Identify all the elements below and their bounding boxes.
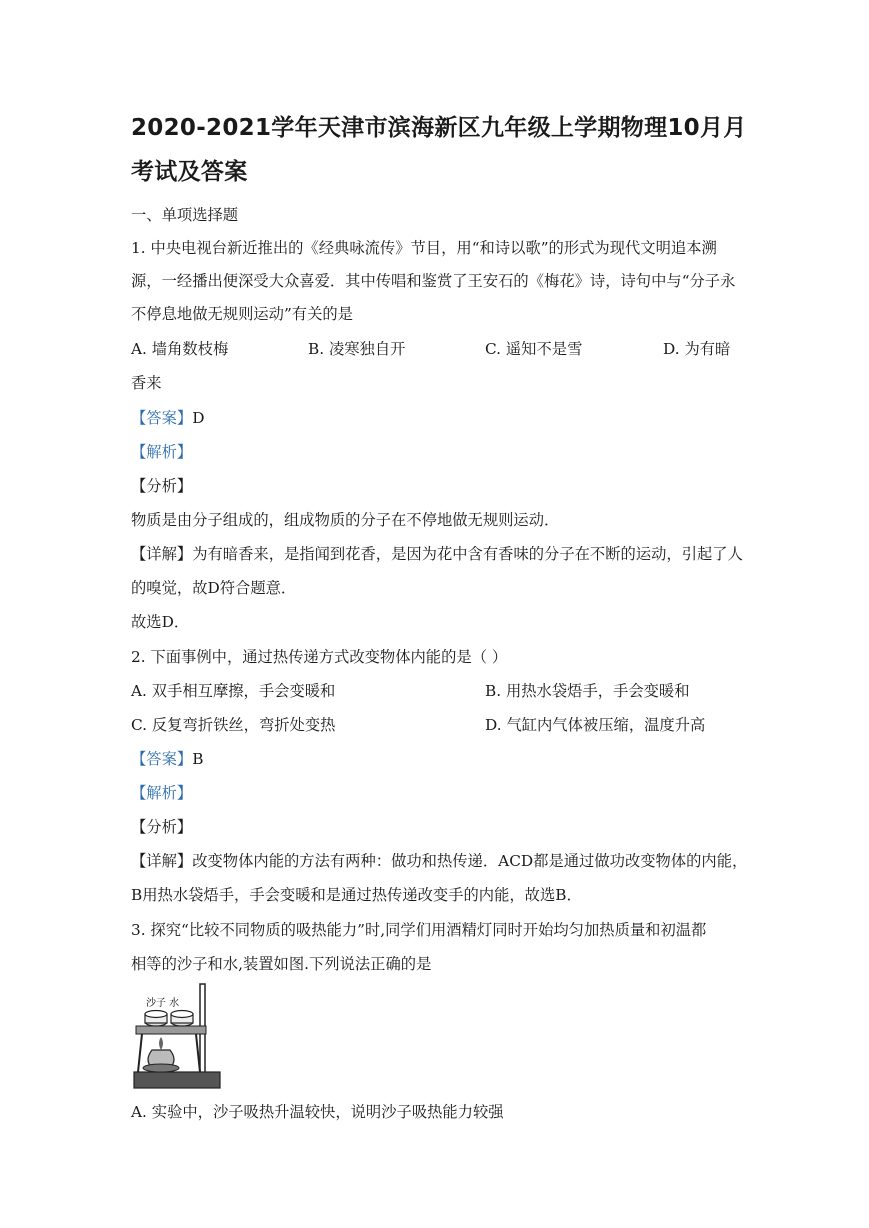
q1-stem-line-1: 1. 中央电视台新近推出的《经典咏流传》节目，用“和诗以歌”的形式为现代文明追本溯 (131, 239, 717, 257)
lamp-flame (159, 1037, 163, 1050)
q1-analysis-tag: 【解析】 (131, 443, 193, 461)
heating-apparatus-figure (128, 980, 224, 1092)
q1-detail-text-1: 为有暗香来，是指闻到花香，是因为花中含有香味的分子在不断的运动，引起了人 (192, 545, 743, 563)
q2-detail-text-1: 改变物体内能的方法有两种：做功和热传递．ACD都是通过做功改变物体的内能， (192, 852, 748, 870)
section-heading: 一、单项选择题 (131, 206, 239, 224)
stand-base (134, 1072, 220, 1088)
detail-tag: 【详解】 (131, 852, 193, 870)
q2-option-c: C. 反复弯折铁丝，弯折处变热 (131, 716, 336, 734)
doc-title-line-1: 2020-2021学年天津市滨海新区九年级上学期物理10月月 (131, 115, 747, 141)
detail-tag: 【详解】 (131, 545, 193, 563)
q1-detail-line-1 (131, 544, 751, 564)
q2-option-b: B. 用热水袋焐手，手会变暖和 (485, 682, 690, 700)
figure-label: 沙子 水 (146, 998, 180, 1009)
answer-tag: 【答案】 (131, 409, 193, 427)
q1-option-b: B. 凌寒独自开 (308, 340, 406, 358)
q1-stem-line-2: 源，一经播出便深受大众喜爱．其中传唱和鉴赏了王安石的《梅花》诗，诗句中与“分子永 (131, 272, 736, 290)
q2-detail-line-2: B用热水袋焐手，手会变暖和是通过热传递改变手的内能，故选B． (131, 886, 582, 904)
q1-answer-value: D (192, 409, 205, 427)
q3-option-a: A. 实验中，沙子吸热升温较快，说明沙子吸热能力较强 (131, 1103, 504, 1121)
doc-title-line-2: 考试及答案 (131, 159, 248, 185)
q1-conclusion: 故选D． (131, 613, 190, 631)
q1-detail-line-2: 的嗅觉，故D符合题意． (131, 579, 297, 597)
q3-stem-line-1: 3. 探究“比较不同物质的吸热能力”时,同学们用酒精灯同时开始均匀加热质量和初温都 (131, 921, 707, 939)
q1-option-a: A. 墙角数枝梅 (131, 340, 229, 358)
q2-analysis-tag: 【解析】 (131, 784, 193, 802)
q2-fenxi-tag: 【分析】 (131, 818, 193, 836)
answer-tag: 【答案】 (131, 750, 193, 768)
q2-answer-value: B (192, 750, 204, 768)
platform (136, 1026, 206, 1034)
q3-stem-line-2: 相等的沙子和水,装置如图.下列说法正确的是 (131, 955, 432, 973)
apparatus-drawing (128, 980, 224, 1092)
q2-answer (131, 749, 751, 769)
q1-answer (131, 408, 751, 428)
q1-option-d: D. 为有暗 (663, 340, 731, 358)
q1-fenxi-tag: 【分析】 (131, 477, 193, 495)
q2-option-a: A. 双手相互摩擦，手会变暖和 (131, 682, 336, 700)
q1-stem-line-3: 不停息地做无规则运动”有关的是 (131, 305, 353, 323)
q2-option-d: D. 气缸内气体被压缩，温度升高 (485, 716, 706, 734)
q1-option-c: C. 遥知不是雪 (485, 340, 583, 358)
q2-stem: 2. 下面事例中，通过热传递方式改变物体内能的是（ ） (131, 648, 508, 666)
q1-fenxi-text: 物质是由分子组成的，组成物质的分子在不停地做无规则运动． (131, 511, 560, 529)
q2-detail-line-1 (131, 851, 751, 871)
q1-option-d-wrap: 香来 (131, 374, 162, 392)
